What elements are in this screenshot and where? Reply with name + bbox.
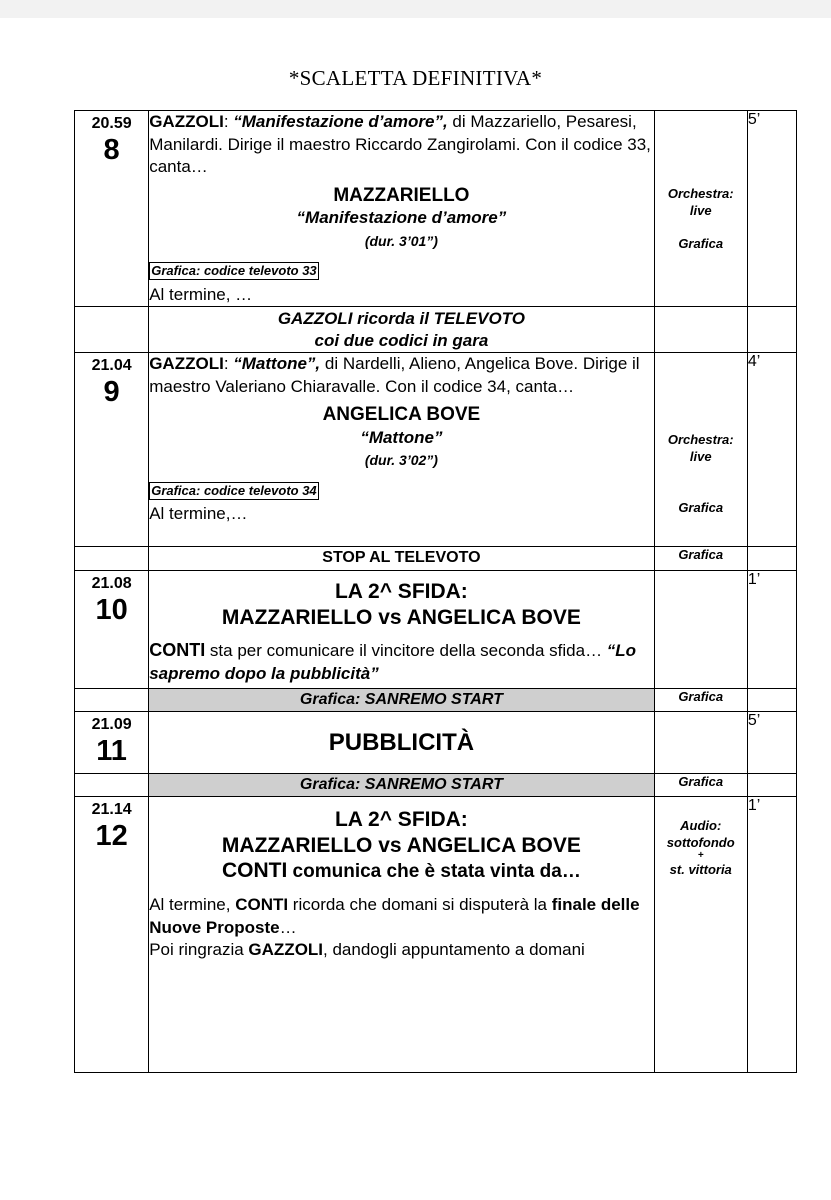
artist-name: MAZZARIELLO [333,184,470,206]
table-row [75,797,797,1073]
side-grafica: Grafica [678,500,724,515]
finale-text: finale delle Nuove Proposte [149,895,640,937]
conti-text [149,639,653,685]
thanks-a: Poi ringrazia [149,940,249,959]
item-number: 11 [96,735,127,767]
duration: 1’ [747,571,796,689]
side-grafica: Grafica [654,774,747,797]
host-name: CONTI [235,895,289,914]
side-plus: + [697,850,704,861]
host-name: CONTI [221,859,288,882]
time-cell [75,111,149,307]
side-orchestra: Orchestra: [667,432,734,447]
intro-sep: : [223,354,234,373]
side-vittoria: st. vittoria [669,862,732,877]
challenge-matchup: MAZZARIELLO vs ANGELICA BOVE [221,834,581,857]
side-grafica: Grafica [678,236,724,251]
table-row [75,712,797,774]
item-number: 10 [95,594,128,626]
side-sottofondo: sottofondo [666,835,735,850]
page-title: *SCALETTA DEFINITIVA* [288,66,543,90]
televoto-line1: GAZZOLI ricorda il TELEVOTO [277,309,525,328]
table-row [75,571,797,689]
time-cell [75,571,149,689]
item-number: 9 [103,376,120,408]
time: 21.14 [91,801,132,818]
side-live: live [689,203,712,218]
song-quote: “Manifestazione d’amore”, [233,112,448,131]
commercial-break: PUBBLICITÀ [149,712,654,774]
side-cell [654,797,747,1073]
item-number: 12 [95,820,128,852]
song-title: “Mattone” [360,427,443,447]
closing-b: ricorda che domani si disputerà la [288,895,552,914]
host-name: GAZZOLI [149,354,224,373]
challenge-matchup: MAZZARIELLO vs ANGELICA BOVE [221,606,581,629]
host-name: CONTI [149,640,206,660]
duration: 5’ [747,712,796,774]
host-name: GAZZOLI [149,112,224,131]
song-quote: “Mattone”, [233,354,321,373]
item-number: 8 [103,134,120,166]
content-cell [149,353,654,547]
duration: 5’ [747,111,796,307]
conti-rest: sta per comunicare il vincitore della seconda sfida… [205,641,607,660]
time: 21.08 [91,575,132,592]
song-duration: (dur. 3’02”) [364,452,438,468]
time: 21.09 [91,716,132,733]
closing-text [149,894,653,939]
side-grafica: Grafica [654,547,747,571]
thanks-text [149,939,653,962]
time-cell [75,797,149,1073]
closing-a: Al termine, [149,895,236,914]
table-row [75,689,797,712]
sanremo-start: Grafica: SANREMO START [149,774,654,797]
time-cell [75,353,149,547]
thanks-b: , dandogli appuntamento a domani [323,940,585,959]
televoto-reminder [149,307,654,353]
intro-rest: di Mazzariello, Pesaresi, Manilardi. Dirige il maestro Riccardo Zangirolami. Con il codice 33, canta… [149,112,651,176]
time: 21.04 [91,357,132,374]
end-text: Al termine,… [149,504,248,523]
side-live: live [689,449,712,464]
grafica-box: Grafica: codice televoto 33 [151,263,317,278]
side-orchestra: Orchestra: [667,186,734,201]
side-cell [654,353,747,547]
song-title: “Manifestazione d’amore” [296,208,507,227]
content-cell [149,111,654,307]
side-cell [654,111,747,307]
schedule-table [74,110,797,1073]
televoto-line2: coi due codici in gara [314,331,489,350]
closing-c: … [279,917,297,937]
intro-text [149,353,653,398]
quote: “Lo sapremo dopo la pubblicità” [149,641,637,683]
side-grafica: Grafica [654,689,747,712]
winner-rest: comunica che è stata vinta da… [287,861,581,882]
table-row [75,111,797,307]
content-cell [149,797,654,1073]
challenge-title: LA 2^ SFIDA: [334,580,468,603]
intro-rest: di Nardelli, Alieno, Angelica Bove. Dirige il maestro Valeriano Chiaravalle. Con il codice 34, canta… [149,354,640,396]
grafica-box: Grafica: codice televoto 34 [151,482,317,498]
content-cell [149,571,654,689]
side-audio: Audio: [680,818,722,833]
time-cell [75,712,149,774]
table-row [75,774,797,797]
time: 20.59 [91,115,132,132]
sanremo-start: Grafica: SANREMO START [149,689,654,712]
song-duration: (dur. 3’01”) [364,232,438,249]
winner-announcement [149,859,653,884]
challenge-title: LA 2^ SFIDA: [334,808,468,831]
top-edge [0,0,831,18]
duration: 1’ [747,797,796,1073]
stop-televoto: STOP AL TELEVOTO [149,547,654,571]
table-row [75,307,797,353]
table-row [75,353,797,547]
end-text: Al termine, … [149,284,253,304]
intro-text [149,111,653,179]
intro-sep: : [223,112,234,131]
artist-name: ANGELICA BOVE [322,404,481,425]
host-name: GAZZOLI [248,940,324,959]
duration: 4’ [747,353,796,547]
table-row [75,547,797,571]
